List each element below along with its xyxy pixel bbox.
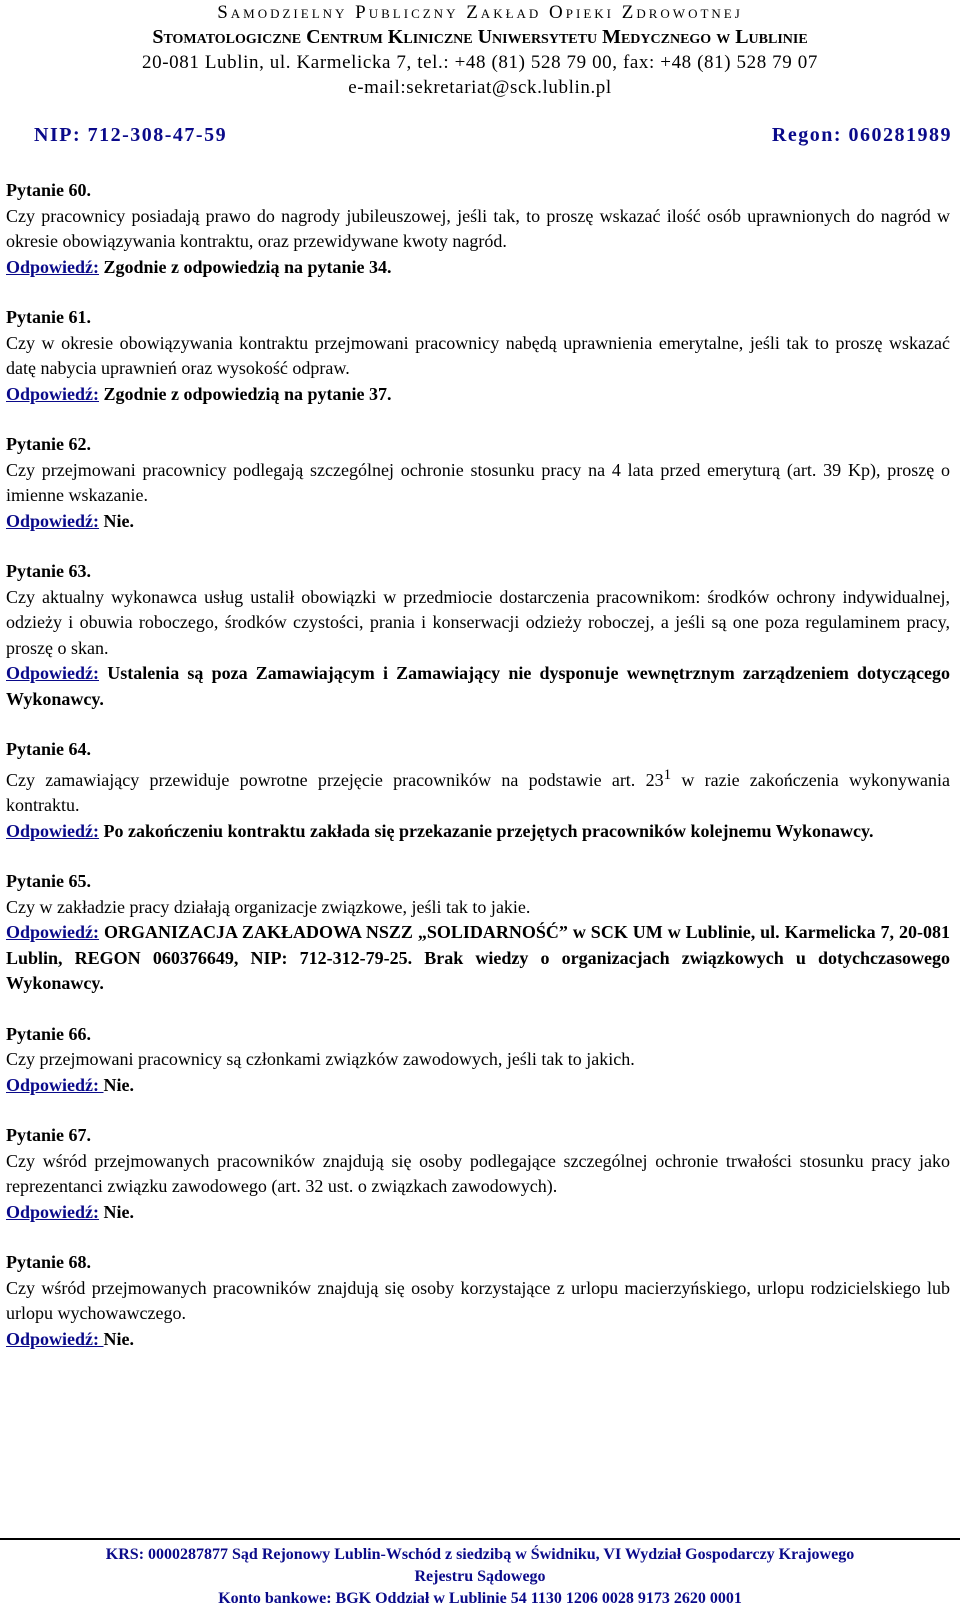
- answer: [6, 382, 950, 408]
- answer: [6, 1200, 950, 1226]
- answer-text: Nie.: [99, 510, 135, 531]
- email-line: e-mail:sekretariat@sck.lublin.pl: [348, 77, 612, 98]
- question-block: [6, 559, 950, 712]
- question-title: Pytanie 65.: [6, 871, 91, 891]
- answer-text: Nie.: [99, 1201, 135, 1222]
- answer: [6, 661, 950, 712]
- regon-number: Regon: 060281989: [771, 124, 952, 146]
- answer-label: Odpowiedź:: [6, 922, 100, 942]
- answer-label: Odpowiedź:: [6, 510, 100, 531]
- question-body: Czy w okresie obowiązywania kontraktu przejmowani pracownicy nabędą uprawnienia emerytalne, jeśli tak to proszę wskazać datę nabycia uprawnień oraz wysokość odpraw.: [6, 332, 950, 378]
- answer: [6, 1327, 950, 1353]
- answer: [6, 255, 950, 281]
- question-title: Pytanie 68.: [6, 1252, 91, 1272]
- question-block: [6, 737, 950, 844]
- answer-text: Zgodnie z odpowiedzią na pytanie 34.: [99, 256, 392, 277]
- question-body: [6, 763, 950, 819]
- answer-label: Odpowiedź:: [6, 820, 100, 841]
- footer-bank-account: Konto bankowe: BGK Oddział w Lublinie 54 1130 1206 0028 9173 2620 0001: [218, 1590, 742, 1607]
- article-superscript: 1: [663, 766, 672, 783]
- question-body: Czy aktualny wykonawca usług ustalił obowiązki w przedmiocie dostarczenia pracownikom: środków ochrony indywidualnej, odzieży i obuwia roboczego, środków czystości, prania i konserwacji odzieży roboczej, a jeśli są one poza regulaminem pracy, proszę o skan.: [6, 586, 950, 658]
- answer: [6, 819, 950, 845]
- question-block: [6, 432, 950, 534]
- question-body: Czy przejmowani pracownicy podlegają szczególnej ochronie stosunku pracy na 4 lata przed emeryturą (art. 39 Kp), proszę o imienne wskazanie.: [6, 459, 950, 505]
- question-body: Czy pracownicy posiadają prawo do nagrody jubileuszowej, jeśli tak, to proszę wskazać ilość osób uprawnionych do nagród w okresie obowiązywania kontraktu, oraz przewidywane kwoty nagród.: [6, 205, 950, 251]
- qa-list: [6, 178, 950, 1377]
- question-body: Czy w zakładzie pracy działają organizacje związkowe, jeśli tak to jakie.: [6, 896, 531, 917]
- answer-label: Odpowiedź:: [6, 256, 100, 277]
- answer-label: Odpowiedź:: [6, 1201, 100, 1222]
- answer-text: Zgodnie z odpowiedzią na pytanie 37.: [99, 383, 392, 404]
- question-title: Pytanie 62.: [6, 434, 91, 454]
- institution-name: Samodzielny Publiczny Zakład Opieki Zdrowotnej: [217, 2, 743, 23]
- question-block: [6, 869, 950, 997]
- answer: [6, 509, 950, 535]
- question-body-text: Czy zamawiający przewiduje powrotne przejęcie pracowników na podstawie art. 23: [6, 769, 664, 790]
- question-block: [6, 178, 950, 280]
- question-body: Czy wśród przejmowanych pracowników znajdują się osoby korzystające z urlopu macierzyńskiego, urlopu rodzicielskiego lub urlopu wychowawczego.: [6, 1277, 950, 1323]
- answer-label: Odpowiedź:: [6, 663, 100, 683]
- question-title: Pytanie 64.: [6, 739, 91, 759]
- answer-label: Odpowiedź:: [6, 383, 100, 404]
- center-name: Stomatologiczne Centrum Kliniczne Uniwersytetu Medycznego w Lublinie: [152, 26, 808, 48]
- question-title: Pytanie 61.: [6, 307, 91, 327]
- question-block: [6, 1123, 950, 1225]
- question-title: Pytanie 63.: [6, 561, 91, 581]
- question-title: Pytanie 60.: [6, 180, 91, 200]
- question-block: [6, 1022, 950, 1099]
- question-title: Pytanie 67.: [6, 1125, 91, 1145]
- answer: [6, 920, 950, 997]
- footer-krs-line: KRS: 0000287877 Sąd Rejonowy Lublin-Wschód z siedzibą w Świdniku, VI Wydział Gospodarczy Krajowego: [105, 1546, 855, 1563]
- answer: [6, 1073, 950, 1099]
- question-body: Czy przejmowani pracownicy są członkami związków zawodowych, jeśli tak to jakich.: [6, 1049, 635, 1069]
- page-footer: [0, 1538, 960, 1610]
- nip-number: NIP: 712-308-47-59: [34, 124, 228, 146]
- answer-label: Odpowiedź:: [6, 1328, 104, 1349]
- answer-text: Po zakończeniu kontraktu zakłada się przekazanie przejętych pracowników kolejnemu Wykonawcy.: [99, 820, 874, 841]
- question-body-text-cont: w razie zakończenia wykonywania kontraktu.: [6, 769, 950, 815]
- address-line: 20-081 Lublin, ul. Karmelicka 7, tel.: +48 (81) 528 79 00, fax: +48 (81) 528 79 07: [142, 52, 818, 73]
- answer-text: Ustalenia są poza Zamawiającym i Zamawiający nie dysponuje wewnętrznym zarządzeniem dotyczącego Wykonawcy.: [6, 663, 950, 709]
- answer-label: Odpowiedź:: [6, 1074, 104, 1095]
- question-body: Czy wśród przejmowanych pracowników znajdują się osoby podlegające szczególnej ochronie trwałości stosunku pracy jako reprezentanci związku zawodowego (art. 32 ust. o związkach zawodowych).: [6, 1150, 950, 1196]
- question-block: [6, 1250, 950, 1352]
- answer-text: Nie.: [103, 1328, 135, 1349]
- question-block: [6, 305, 950, 407]
- answer-text: Nie.: [103, 1074, 135, 1095]
- footer-register-line: Rejestru Sądowego: [414, 1568, 546, 1585]
- answer-text: ORGANIZACJA ZAKŁADOWA NSZZ „SOLIDARNOŚĆ” w SCK UM w Lublinie, ul. Karmelicka 7, 20-081 Lublin, REGON 060376649, NIP: 712-312-79-25. Brak wiedzy o organizacjach związkowych u dotychczasowego Wykonawcy.: [6, 922, 950, 993]
- question-title: Pytanie 66.: [6, 1023, 91, 1044]
